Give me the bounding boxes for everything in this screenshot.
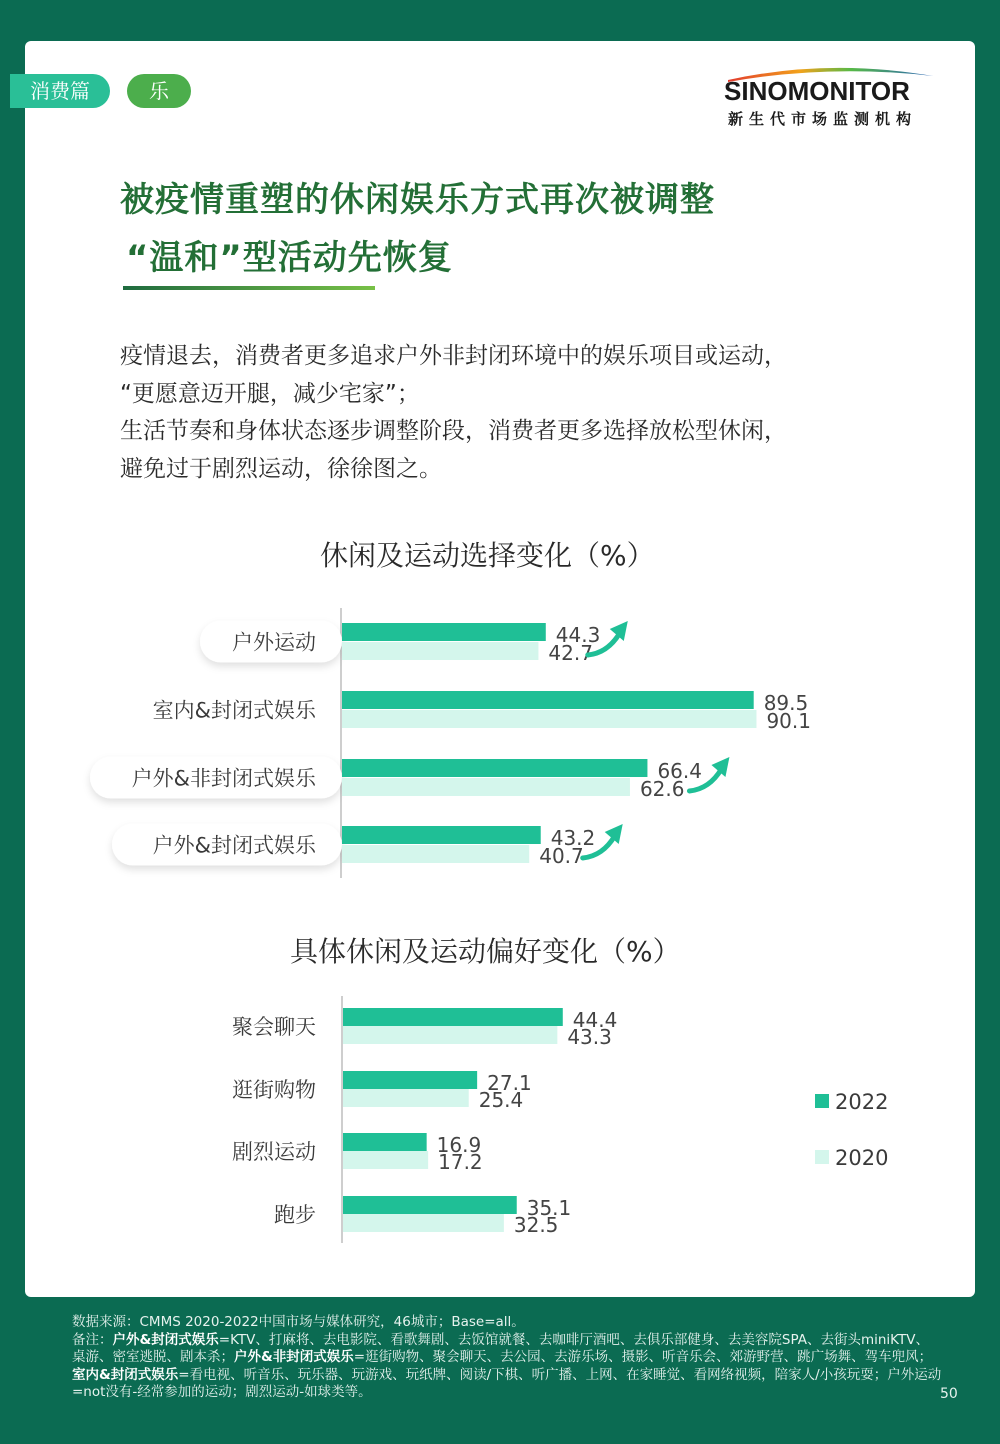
legend-label-2020: 2020	[835, 1146, 889, 1170]
bar-2022	[343, 1008, 563, 1026]
body-line: 生活节奏和身体状态逐步调整阶段，消费者更多选择放松型休闲，	[120, 418, 787, 444]
value-label-2020: 17.2	[438, 1150, 483, 1174]
section-tag: 消费篇	[10, 74, 110, 108]
value-label-2022: 35.1	[526, 1196, 572, 1220]
def3-text: =看电视、听音乐、玩乐器、玩游戏、玩纸牌、阅读/下棋、听广播、上网、在家睡觉、看网络视频，陪家人/小孩玩耍；户外运动=not没有-经常参加的运动；剧烈运动-如球类等。	[72, 1366, 942, 1400]
value-label-2020: 62.6	[639, 777, 685, 801]
value-label-2022: 27.1	[487, 1071, 532, 1095]
def1-label: 户外&封闭式娱乐	[112, 1331, 219, 1348]
legend-label-2022: 2022	[835, 1090, 889, 1114]
bar-2022	[342, 623, 546, 641]
footer-notes	[72, 1314, 942, 1402]
category-label: 聚会聊天	[232, 1015, 316, 1039]
value-label-2022: 16.9	[436, 1133, 482, 1157]
bar-2020	[343, 1089, 469, 1107]
logo-name: SINOMONITOR	[724, 76, 910, 106]
def2-label: 户外&非封闭式娱乐	[234, 1349, 354, 1365]
bar-2020	[342, 642, 538, 660]
bar-2020	[343, 1026, 557, 1044]
bar-2022	[343, 1071, 477, 1089]
bar-2022	[342, 826, 541, 844]
legend-swatch-2020	[815, 1150, 829, 1164]
page-number: 50	[940, 1386, 958, 1402]
category-label: 户外&封闭式娱乐	[152, 833, 316, 858]
value-label-2022: 89.5	[763, 691, 809, 715]
def1-text: =KTV、打麻将、去电影院、看歌舞剧、去饭馆就餐、去咖啡厅酒吧、去俱乐部健身、去美容院SPA、去街头miniKTV、桌游、密室逃脱、剧本杀；	[72, 1331, 929, 1365]
value-label-2022: 43.2	[550, 826, 596, 850]
def3-label: 室内&封闭式娱乐	[72, 1366, 179, 1383]
value-label-2020: 43.3	[567, 1025, 612, 1049]
bar-2022	[343, 1196, 517, 1214]
logo-subtitle: 新生代市场监测机构	[728, 110, 918, 128]
value-label-2020: 90.1	[766, 709, 811, 733]
footer-definitions	[72, 1332, 942, 1402]
legend-swatch-2022	[815, 1094, 829, 1108]
value-label-2022: 44.3	[555, 623, 601, 647]
value-label-2020: 25.4	[478, 1088, 524, 1112]
body-line: 避免过于剧烈运动，徐徐图之。	[120, 455, 442, 482]
bar-2020	[343, 1151, 428, 1169]
chart1-title: 休闲及运动选择变化（%）	[320, 539, 655, 572]
chart2-title: 具体休闲及运动偏好变化（%）	[290, 935, 681, 968]
note-prefix: 备注：	[72, 1331, 113, 1348]
value-label-2022: 66.4	[657, 759, 702, 783]
bar-2020	[342, 778, 630, 796]
def2-text: =逛街购物、聚会聊天、去公园、去游乐场、摄影、听音乐会、郊游野营、跳广场舞、驾车兜风；	[353, 1349, 933, 1365]
footer-source: 数据来源：CMMS 2020-2022中国市场与媒体研究，46城市；Base=all。	[72, 1314, 525, 1330]
bar-2022	[342, 691, 754, 709]
value-label-2020: 40.7	[539, 844, 584, 868]
category-label: 跑步	[274, 1203, 316, 1227]
category-label: 户外&非封闭式娱乐	[131, 766, 316, 791]
category-label: 逛街购物	[232, 1078, 316, 1102]
bar-2022	[342, 759, 647, 777]
value-label-2022: 44.4	[572, 1008, 618, 1032]
category-label: 剧烈运动	[232, 1140, 316, 1164]
headline-line2: “温和”型活动先恢复	[126, 238, 453, 278]
topic-tag: 乐	[127, 74, 191, 108]
bar-2020	[343, 1214, 504, 1232]
headline-line1: 被疫情重塑的休闲娱乐方式再次被调整	[120, 180, 715, 220]
bar-2022	[343, 1133, 427, 1151]
category-label: 室内&封闭式娱乐	[152, 698, 316, 723]
bar-2020	[342, 845, 529, 863]
body-line: 疫情退去，消费者更多追求户外非封闭环境中的娱乐项目或运动，	[120, 343, 787, 369]
bar-2020	[342, 710, 756, 728]
value-label-2020: 32.5	[513, 1213, 559, 1237]
category-label: 户外运动	[232, 630, 316, 655]
value-label-2020: 42.7	[548, 641, 593, 665]
body-line: “更愿意迈开腿，减少宅家”；	[120, 380, 420, 407]
